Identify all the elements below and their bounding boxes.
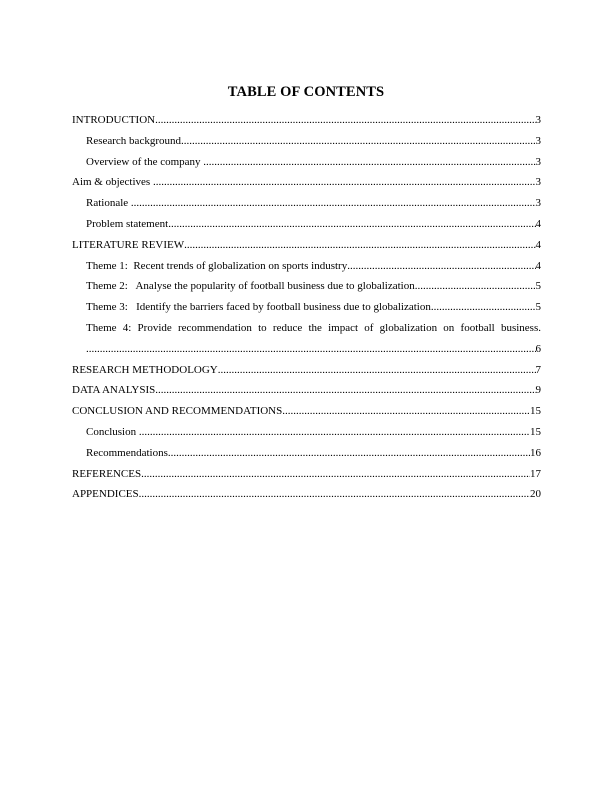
dot-leader [168,443,530,464]
toc-entry-theme-4[interactable] [72,318,541,339]
toc-page-number: 4 [535,238,541,251]
toc-title: TABLE OF CONTENTS [227,84,385,100]
toc-page-number: 9 [535,384,541,397]
dot-leader [141,464,530,485]
toc-page-number: 7 [535,363,541,376]
toc-entry-label: Theme 2: Analyse the popularity of football business due to globalization [86,280,415,293]
dot-leader [347,256,535,277]
toc-entry-label: DATA ANALYSIS [72,384,156,397]
toc-page-number: 3 [535,176,541,189]
dot-leader [153,172,536,193]
toc-page-number: 5 [535,301,541,314]
toc-entry-rationale[interactable] [72,193,541,214]
toc-page-number: 15 [530,425,541,438]
toc-entry-overview-of-company[interactable] [72,152,541,173]
dot-leader [431,297,536,318]
toc-entry-theme-1[interactable] [72,256,541,277]
toc-page-number: 3 [535,155,541,168]
toc-page-number: 17 [530,467,541,480]
toc-entry-conclusion[interactable] [72,422,541,443]
dot-leader [86,339,536,360]
toc-entry-label: LITERATURE REVIEW [72,238,185,251]
toc-page-number: 20 [530,488,541,501]
toc-entry-theme-2[interactable] [72,276,541,297]
toc-page-number: 3 [535,134,541,147]
toc-entry-references[interactable] [72,464,541,485]
toc-page-number: 16 [530,446,541,459]
toc-entry-aim-objectives[interactable] [72,172,541,193]
toc-entry-label: Problem statement [86,217,169,230]
dot-leader [415,276,536,297]
dot-leader [139,484,530,505]
toc-entry-conclusion-recommendations[interactable] [72,401,541,422]
toc-entry-label: CONCLUSION AND RECOMMENDATIONS [72,405,283,418]
toc-entry-label: REFERENCES [72,467,142,480]
toc-entry-label: Aim & objectives [72,176,153,189]
toc-entry-label: APPENDICES [72,488,139,501]
toc-entry-label: RESEARCH METHODOLOGY [72,363,218,376]
toc-entry-label: Theme 3: Identify the barriers faced by football business due to globalization [86,301,431,314]
toc-entry-theme-3[interactable] [72,297,541,318]
dot-leader [203,152,535,173]
dot-leader [181,131,536,152]
toc-entry-label: Theme 4: Provide recommendation to reduce the impact of globalization on football business. [86,321,541,334]
toc-entry-label: INTRODUCTION [72,114,156,126]
toc-entry-recommendations[interactable] [72,443,541,464]
toc-entry-label: Theme 1: Recent trends of globalization on sports industry [86,259,348,272]
toc-page-number: 4 [535,217,541,230]
toc-entry-appendices[interactable] [72,484,541,505]
table-of-contents [72,110,541,505]
toc-entry-label: Recommendations [86,446,168,459]
toc-entry-label: Overview of the company [86,155,204,168]
dot-leader [184,235,535,256]
toc-entry-data-analysis[interactable] [72,380,541,401]
dot-leader [168,214,535,235]
toc-entry-introduction[interactable] [72,110,541,131]
dot-leader [155,380,535,401]
toc-entry-research-methodology[interactable] [72,360,541,381]
toc-entry-problem-statement[interactable] [72,214,541,235]
dot-leader [139,422,530,443]
toc-entry-theme-4-continuation[interactable] [72,339,541,360]
dot-leader [155,110,535,131]
toc-entry-label: Conclusion [86,425,139,438]
toc-page-number: 3 [535,114,541,126]
toc-page-number: 3 [535,197,541,210]
toc-entry-label: Rationale [86,197,131,210]
toc-entry-research-background[interactable] [72,131,541,152]
toc-page-number: 6 [535,342,541,355]
toc-page-number: 4 [535,259,541,272]
toc-page-number: 15 [530,405,541,418]
toc-entry-label: Research background [86,134,181,147]
toc-entry-literature-review[interactable] [72,235,541,256]
dot-leader [282,401,530,422]
toc-page-number: 5 [535,280,541,293]
dot-leader [131,193,536,214]
dot-leader [218,360,536,381]
